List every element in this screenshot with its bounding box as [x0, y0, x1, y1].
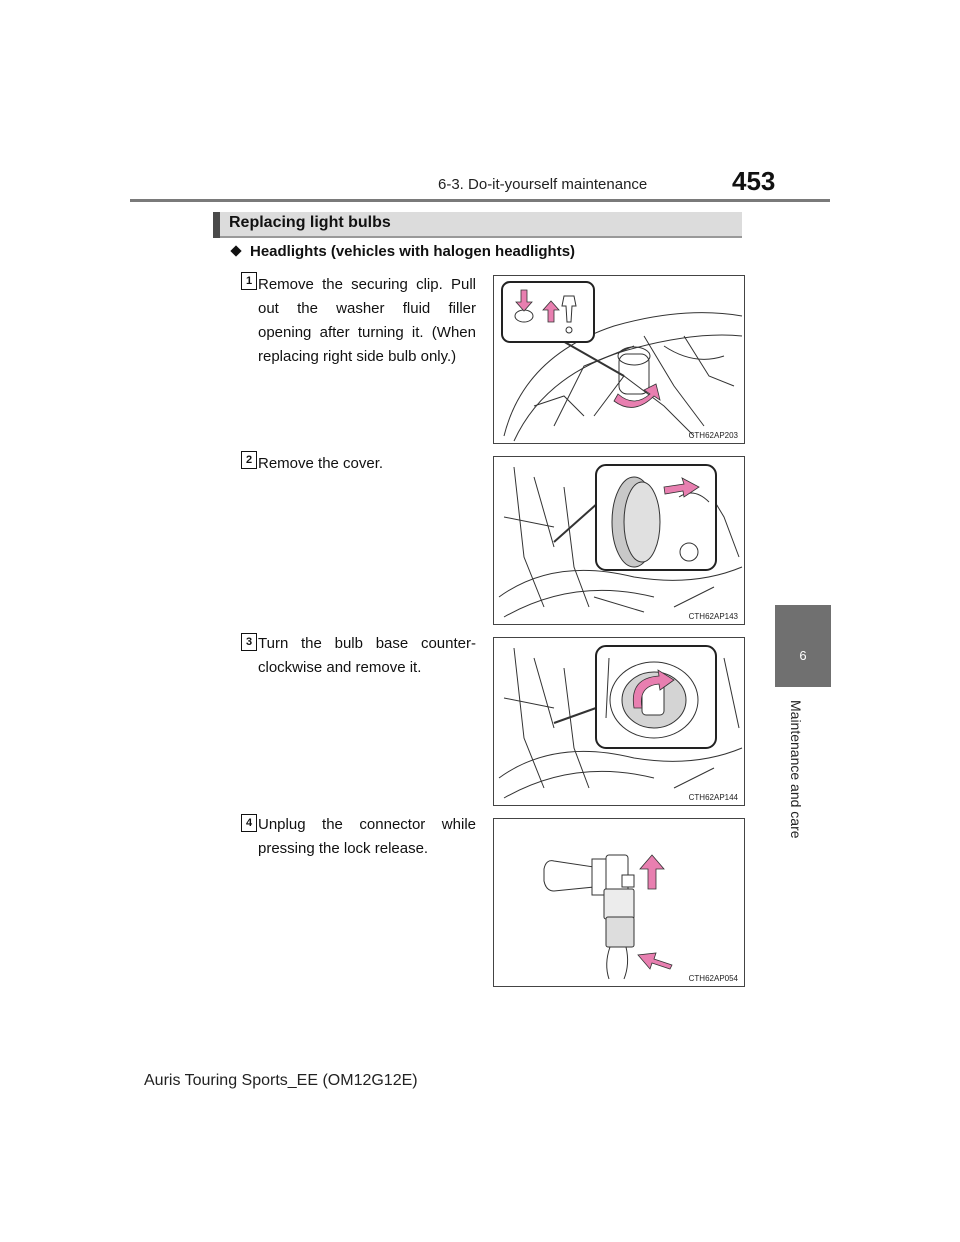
step-text-2: Remove the cover. [258, 455, 384, 472]
manual-title: Auris Touring Sports_EE (OM12G12E) [144, 1072, 418, 1089]
chapter-title: Maintenance and care [788, 700, 804, 839]
press-arrow-icon [638, 953, 672, 969]
section-path: 6-3. Do-it-yourself maintenance [438, 176, 648, 193]
connector-illustration [494, 819, 744, 986]
step-number-4: 4 [241, 814, 257, 832]
step-text-4: Unplug the connector while pressing the lock release. [258, 816, 476, 857]
section-heading [213, 212, 742, 238]
figure-code-2: CTH62AP143 [688, 612, 738, 621]
step-number-3: 3 [241, 633, 257, 651]
figure-step-1 [493, 275, 745, 444]
figure-code-1: CTH62AP203 [688, 431, 738, 440]
figure-code-3: CTH62AP144 [688, 793, 738, 802]
chapter-number: 6 [799, 648, 807, 663]
subheading [232, 243, 575, 260]
step-text-3: Turn the bulb base counter-clockwise and remove it. [258, 635, 476, 676]
figure-step-2 [493, 456, 745, 625]
rotate-arrow-icon [614, 384, 660, 407]
figure-code-4: CTH62AP054 [688, 974, 738, 983]
washer-filler-illustration [494, 276, 744, 443]
chapter-tab [775, 605, 831, 687]
step-number-1: 1 [241, 272, 257, 290]
headlight-cover-illustration [494, 457, 744, 624]
step-text-1: Remove the securing clip. Pull out the washer fluid filler opening after turning it. (When replacing right side bulb only.) [258, 276, 476, 365]
arrow-up-icon [640, 855, 664, 889]
page-number: 453 [732, 166, 776, 196]
bulb-base-illustration [494, 638, 744, 805]
header-rule [130, 199, 830, 202]
heading-accent-bar [213, 212, 220, 238]
figure-step-4 [493, 818, 745, 987]
figure-step-3 [493, 637, 745, 806]
subheading-text: Headlights (vehicles with halogen headlights) [250, 243, 576, 260]
section-heading-text: Replacing light bulbs [229, 214, 391, 231]
diamond-bullet-icon [230, 245, 241, 256]
step-number-2: 2 [241, 451, 257, 469]
